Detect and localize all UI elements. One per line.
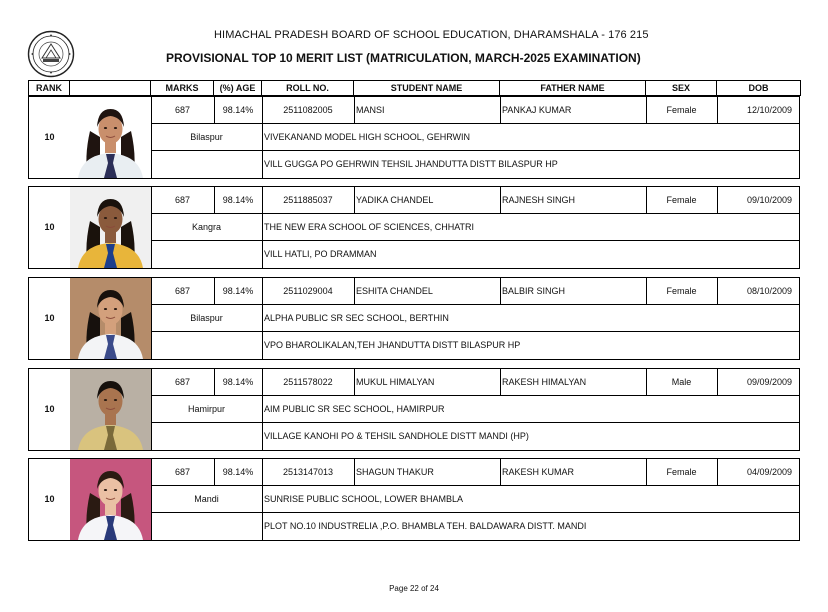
student-entry	[28, 186, 800, 269]
student-name: MANSI	[356, 104, 385, 115]
school-name: ALPHA PUBLIC SR SEC SCHOOL, BERTHIN	[264, 312, 449, 323]
col-dob: DOB	[717, 81, 801, 96]
sex-value: Female	[666, 104, 697, 115]
marks-value: 687	[174, 376, 191, 387]
roll-number: 2511082005	[283, 104, 333, 115]
percent-value: 98.14%	[222, 376, 254, 387]
student-name: MUKUL HIMALYAN	[356, 376, 435, 387]
district-value: Kangra	[191, 221, 222, 232]
marks-value: 687	[174, 285, 191, 296]
rank-value: 10	[44, 313, 55, 323]
address-value: PLOT NO.10 INDUSTRELIA ,P.O. BHAMBLA TEH. BALDAWARA DISTT. MANDI	[264, 521, 587, 531]
rank-value: 10	[44, 404, 55, 414]
percent-value: 98.14%	[222, 466, 254, 477]
student-photo	[70, 278, 151, 359]
address-value: VILL GUGGA PO GEHRWIN TEHSIL JHANDUTTA DISTT BILASPUR HP	[264, 159, 558, 169]
student-name: YADIKA CHANDEL	[356, 194, 434, 205]
col-sex: SEX	[646, 81, 717, 96]
percent-value: 98.14%	[222, 104, 254, 115]
marks-value: 687	[174, 104, 191, 115]
roll-number: 2511885037	[283, 194, 333, 205]
father-name: RAKESH HIMALYAN	[502, 376, 587, 387]
school-name: AIM PUBLIC SR SEC SCHOOL, HAMIRPUR	[264, 403, 445, 414]
school-name: THE NEW ERA SCHOOL OF SCIENCES, CHHATRI	[264, 221, 475, 232]
marks-value: 687	[174, 194, 191, 205]
district-value: Hamirpur	[187, 403, 225, 414]
rank-value: 10	[44, 222, 55, 232]
district-value: Bilaspur	[190, 131, 223, 142]
address-value: VPO BHAROLIKALAN,TEH JHANDUTTA DISTT BILASPUR HP	[264, 340, 521, 350]
col-photo	[70, 81, 151, 96]
student-photo	[70, 97, 151, 178]
student-entry	[28, 368, 800, 451]
address-value: VILL HATLI, PO DRAMMAN	[264, 249, 377, 259]
student-name: SHAGUN THAKUR	[356, 466, 434, 477]
board-name: HIMACHAL PRADESH BOARD OF SCHOOL EDUCATION, DHARAMSHALA - 176 215	[214, 29, 649, 41]
sex-value: Male	[671, 376, 692, 387]
student-photo	[70, 187, 151, 268]
roll-number: 2513147013	[282, 466, 334, 477]
roll-number: 2511578022	[283, 376, 333, 387]
col-father-name: FATHER NAME	[500, 81, 646, 96]
district-value: Bilaspur	[190, 312, 223, 323]
father-name: RAKESH KUMAR	[502, 466, 575, 477]
page-number: Page 22 of 24	[389, 584, 439, 593]
page-title: PROVISIONAL TOP 10 MERIT LIST (MATRICULATION, MARCH-2025 EXAMINATION)	[166, 51, 641, 65]
board-seal-logo	[27, 30, 75, 78]
student-entry	[28, 458, 800, 541]
school-name: VIVEKANAND MODEL HIGH SCHOOL, GEHRWIN	[264, 131, 471, 142]
student-name: ESHITA CHANDEL	[356, 285, 433, 296]
col-roll: ROLL NO.	[262, 81, 354, 96]
sex-value: Female	[666, 466, 697, 477]
roll-number: 2511029004	[283, 285, 333, 296]
student-photo	[70, 459, 151, 540]
student-photo	[70, 369, 151, 450]
rank-value: 10	[44, 494, 55, 504]
col-rank: RANK	[29, 81, 70, 96]
column-header-row	[28, 80, 801, 96]
percent-value: 98.14%	[222, 285, 254, 296]
dob-value: 04/09/2009	[746, 466, 792, 477]
student-entry	[28, 277, 800, 360]
col-student-name: STUDENT NAME	[354, 81, 500, 96]
father-name: RAJNESH SINGH	[502, 194, 576, 205]
sex-value: Female	[666, 194, 697, 205]
address-value: VILLAGE KANOHI PO & TEHSIL SANDHOLE DISTT MANDI (HP)	[264, 431, 529, 441]
col-marks: MARKS	[151, 81, 214, 96]
father-name: BALBIR SINGH	[502, 285, 566, 296]
dob-value: 08/10/2009	[746, 285, 792, 296]
dob-value: 12/10/2009	[746, 104, 792, 115]
dob-value: 09/10/2009	[746, 194, 792, 205]
school-name: SUNRISE PUBLIC SCHOOL, LOWER BHAMBLA	[264, 493, 464, 504]
sex-value: Female	[666, 285, 697, 296]
district-value: Mandi	[194, 493, 219, 504]
marks-value: 687	[174, 466, 191, 477]
father-name: PANKAJ KUMAR	[502, 104, 572, 115]
dob-value: 09/09/2009	[746, 376, 792, 387]
student-entry	[28, 96, 800, 179]
percent-value: 98.14%	[222, 194, 254, 205]
rank-value: 10	[44, 132, 55, 142]
col-percent: (%) AGE	[214, 81, 262, 96]
